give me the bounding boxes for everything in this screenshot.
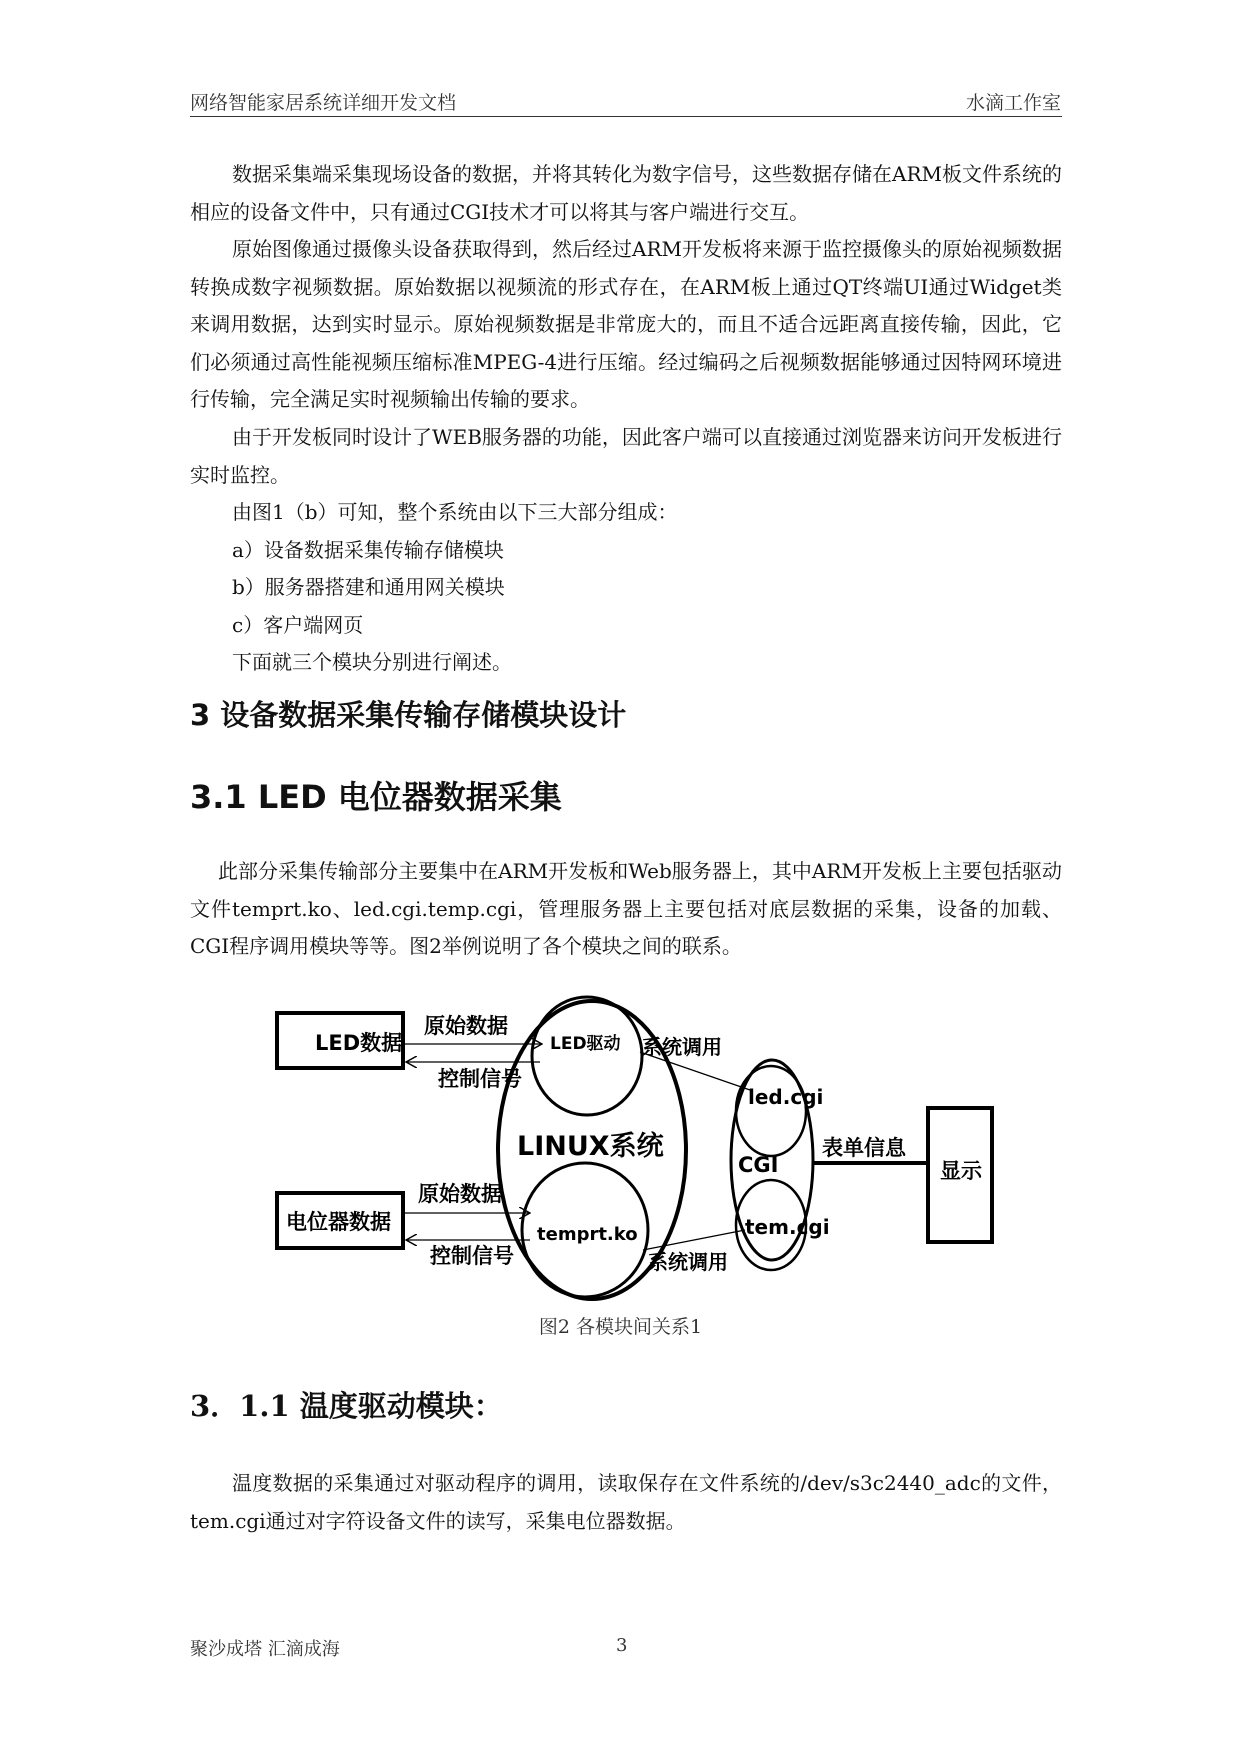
page-header-studio: 水滴工作室 xyxy=(965,92,1061,114)
tem-syscall-line xyxy=(643,1230,745,1250)
syscall-label-2: 系统调用 xyxy=(648,1250,728,1274)
form-info-label: 表单信息 xyxy=(822,1136,906,1160)
linux-system-label: LINUX系统 xyxy=(517,1131,664,1162)
led-data-label: LED数据 xyxy=(315,1031,403,1055)
intro-paragraph-1: 数据采集端采集现场设备的数据，并将其转化为数字信号，这些数据存储在ARM板文件系统的相应的设备文件中，只有通过CGI技术才可以将其与客户端进行交互。 xyxy=(190,162,1062,224)
led-driver-label: LED驱动 xyxy=(550,1034,621,1054)
section-3-1-heading: 3.1 LED 电位器数据采集 xyxy=(190,778,562,816)
figure-caption: 图2 各模块间关系1 xyxy=(538,1316,703,1338)
intro-paragraph-4: 由图1（b）可知，整个系统由以下三大部分组成： xyxy=(232,500,678,524)
section-3-1-paragraph: 此部分采集传输部分主要集中在ARM开发板和Web服务器上，其中ARM开发板上主要包括驱动文件temprt.ko、led.cgi.temp.cgi，管理服务器上主要包括对底层数据的采集，设备的加载、CGI程序调用模块等等。图2举例说明了各个模块之间的联系。 xyxy=(190,859,1062,958)
list-item-a: a）设备数据采集传输存储模块 xyxy=(232,538,504,562)
page-number: 3 xyxy=(616,1635,628,1656)
tem-cgi-label: tem.cgi xyxy=(745,1215,830,1239)
intro-paragraph-5: 下面就三个模块分别进行阐述。 xyxy=(232,650,512,674)
footer-motto: 聚沙成塔 汇滴成海 xyxy=(190,1639,340,1660)
list-item-c: c）客户端网页 xyxy=(232,613,364,637)
intro-paragraph-2: 原始图像通过摄像头设备获取得到，然后经过ARM开发板将来源于监控摄像头的原始视频数据转换成数字视频数据。原始数据以视频流的形式存在，在ARM板上通过QT终端UI通过Widget类来调用数据，达到实时显示。原始视频数据是非常庞大的，而且不适合远距离直接传输，因此，它们必须通过高性能视频压缩标准MPEG-4进行压缩。经过编码之后视频数据能够通过因特网环境进行传输，完全满足实时视频输出传输的要求。 xyxy=(190,237,1062,411)
cgi-label: CGI xyxy=(738,1153,779,1177)
led-cgi-label: led.cgi xyxy=(748,1085,824,1109)
control-signal-label-2: 控制信号 xyxy=(430,1244,514,1268)
pot-data-label: 电位器数据 xyxy=(286,1210,391,1234)
syscall-label-1: 系统调用 xyxy=(642,1035,722,1059)
intro-paragraph-3: 由于开发板同时设计了WEB服务器的功能，因此客户端可以直接通过浏览器来访问开发板进行实时监控。 xyxy=(190,425,1062,487)
led-cgi-ellipse xyxy=(736,1066,806,1156)
section-3-1-1-heading: 3．1.1 温度驱动模块： xyxy=(190,1389,503,1423)
page-header-title: 网络智能家居系统详细开发文档 xyxy=(190,92,457,114)
raw-data-label-1: 原始数据 xyxy=(424,1014,508,1038)
section-3-1-1-paragraph: 温度数据的采集通过对驱动程序的调用，读取保存在文件系统的/dev/s3c2440_adc的文件，tem.cgi通过对字符设备文件的读写，采集电位器数据。 xyxy=(190,1471,1062,1533)
display-label: 显示 xyxy=(940,1159,982,1183)
temprt-ko-label: temprt.ko xyxy=(537,1224,638,1245)
raw-data-label-2: 原始数据 xyxy=(418,1182,502,1206)
control-signal-label-1: 控制信号 xyxy=(438,1067,522,1091)
section-3-heading: 3 设备数据采集传输存储模块设计 xyxy=(190,698,627,732)
list-item-b: b）服务器搭建和通用网关模块 xyxy=(232,575,505,599)
led-driver-ellipse xyxy=(532,997,642,1115)
